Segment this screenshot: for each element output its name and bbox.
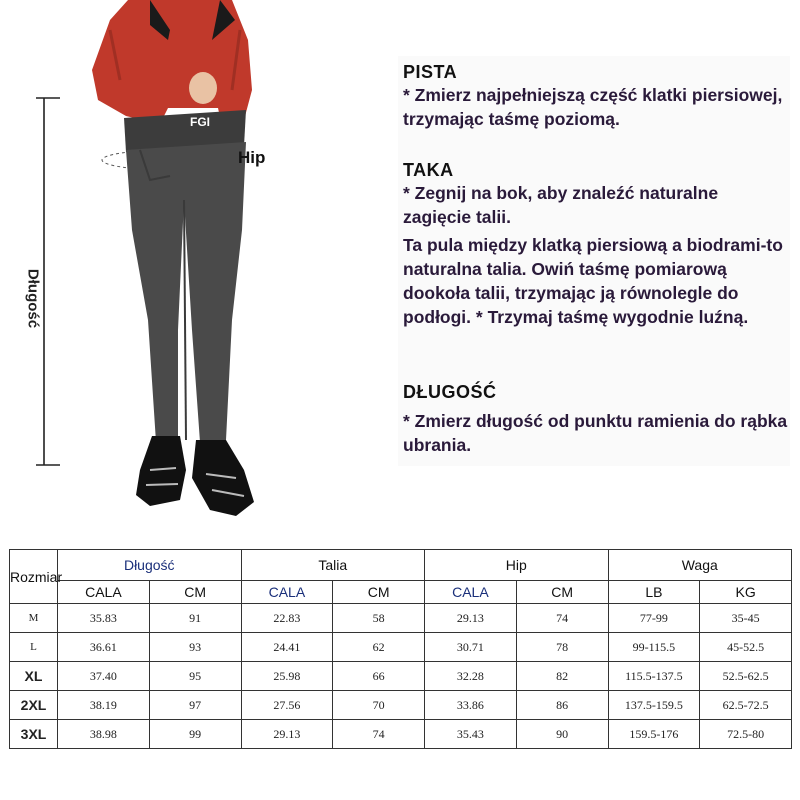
- waist-cm-cell: 66: [333, 662, 425, 691]
- waist-group-header: Talia: [241, 550, 425, 581]
- len-cm-cell: 91: [149, 604, 241, 633]
- kg-header: KG: [700, 581, 792, 604]
- table-row: [10, 604, 792, 633]
- dlugosc-heading: DŁUGOŚĆ: [403, 382, 497, 402]
- kg-cell: 52.5-62.5: [700, 662, 792, 691]
- hip-in-header: CALA: [425, 581, 517, 604]
- kg-cell: 45-52.5: [700, 633, 792, 662]
- hip-label: Hip: [238, 148, 266, 167]
- size-cell: XL: [10, 662, 58, 691]
- kg-cell: 35-45: [700, 604, 792, 633]
- kg-cell: 72.5-80: [700, 720, 792, 749]
- size-cell: 3XL: [10, 720, 58, 749]
- fgi-label: FGI: [190, 115, 210, 129]
- size-header: Rozmiar: [10, 550, 58, 604]
- len-cm-cell: 99: [149, 720, 241, 749]
- len-in-cell: 38.19: [58, 691, 150, 720]
- len-cm-cell: 95: [149, 662, 241, 691]
- lb-cell: 159.5-176: [608, 720, 700, 749]
- waist-cm-cell: 62: [333, 633, 425, 662]
- hip-cm-header: CM: [516, 581, 608, 604]
- pista-text: * Zmierz najpełniejszą część klatki piersiowej, trzymając taśmę poziomą.: [403, 85, 783, 129]
- waist-in-cell: 29.13: [241, 720, 333, 749]
- hip-in-cell: 32.28: [425, 662, 517, 691]
- len-cm-cell: 93: [149, 633, 241, 662]
- table-row: [10, 662, 792, 691]
- length-group-header: Długość: [58, 550, 242, 581]
- hip-in-cell: 30.71: [425, 633, 517, 662]
- measurement-instructions: [398, 56, 790, 466]
- len-in-cell: 35.83: [58, 604, 150, 633]
- size-table: [9, 549, 792, 749]
- hip-cm-cell: 86: [516, 691, 608, 720]
- left-shoe: [136, 436, 186, 506]
- hip-in-cell: 33.86: [425, 691, 517, 720]
- hip-in-cell: 29.13: [425, 604, 517, 633]
- weight-group-header: Waga: [608, 550, 792, 581]
- waist-in-cell: 24.41: [241, 633, 333, 662]
- taka-section: [403, 160, 790, 329]
- kg-cell: 62.5-72.5: [700, 691, 792, 720]
- len-in-cell: 38.98: [58, 720, 150, 749]
- dlugosc-text: * Zmierz długość od punktu ramienia do rąbka ubrania.: [403, 411, 788, 455]
- waist-cm-cell: 74: [333, 720, 425, 749]
- lb-cell: 77-99: [608, 604, 700, 633]
- taka-text-2: Ta pula między klatką piersiową a biodrami-to naturalna talia. Owiń taśmę pomiarową dookoła talii, trzymając ją równolegle do podłogi. * Trzymaj taśmę wygodnie luźną.: [403, 235, 783, 327]
- lb-cell: 137.5-159.5: [608, 691, 700, 720]
- waist-cm-header: CM: [333, 581, 425, 604]
- len-cm-cell: 97: [149, 691, 241, 720]
- table-row: [10, 633, 792, 662]
- pista-section: [403, 62, 790, 131]
- hip-cm-cell: 90: [516, 720, 608, 749]
- len-in-header: CALA: [58, 581, 150, 604]
- size-cell: L: [10, 633, 58, 662]
- waist-cm-cell: 58: [333, 604, 425, 633]
- hip-cm-cell: 78: [516, 633, 608, 662]
- waist-cm-cell: 70: [333, 691, 425, 720]
- waist-in-cell: 25.98: [241, 662, 333, 691]
- waist-in-cell: 27.56: [241, 691, 333, 720]
- lb-cell: 115.5-137.5: [608, 662, 700, 691]
- pista-heading: PISTA: [403, 62, 458, 82]
- waist-in-cell: 22.83: [241, 604, 333, 633]
- product-figure: [0, 0, 400, 530]
- size-cell: 2XL: [10, 691, 58, 720]
- taka-heading: TAKA: [403, 160, 454, 180]
- waist-in-header: CALA: [241, 581, 333, 604]
- len-cm-header: CM: [149, 581, 241, 604]
- right-shoe: [192, 440, 254, 516]
- table-row: [10, 720, 792, 749]
- dlugosc-section: [403, 382, 790, 457]
- taka-text-1: * Zegnij na bok, aby znaleźć naturalne zagięcie talii.: [403, 183, 719, 227]
- len-in-cell: 37.40: [58, 662, 150, 691]
- lb-cell: 99-115.5: [608, 633, 700, 662]
- hip-cm-cell: 82: [516, 662, 608, 691]
- lb-header: LB: [608, 581, 700, 604]
- leggings-illustration: [0, 0, 400, 530]
- len-in-cell: 36.61: [58, 633, 150, 662]
- size-cell: M: [10, 604, 58, 633]
- hip-cm-cell: 74: [516, 604, 608, 633]
- hip-in-cell: 35.43: [425, 720, 517, 749]
- hip-group-header: Hip: [425, 550, 609, 581]
- length-label: Długość: [24, 268, 42, 329]
- table-row: [10, 691, 792, 720]
